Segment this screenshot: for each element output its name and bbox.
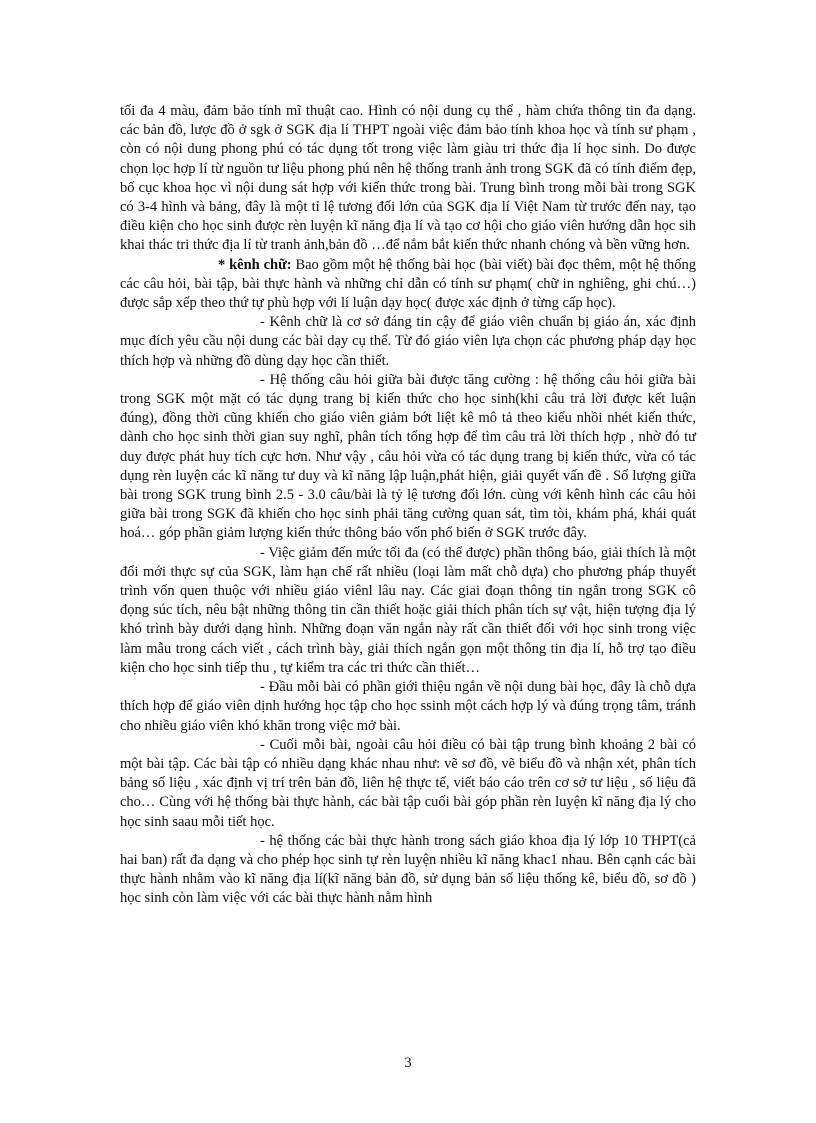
paragraph-mid-lesson-questions: - Hệ thống câu hỏi giữa bài được tăng cường : hệ thống câu hỏi giữa bài trong SGK một mặt có tác dụng trang bị kiến thức cho học sinh(khi câu trả lời được kết luận đúng), đồng thời cũng khiến cho giáo viên giảm bớt liệt kê mô tả theo kiểu nhồi nhét kiến thức, dành cho học sinh thời gian suy nghĩ, phân tích tổng hợp để tìm câu trả lời thích hợp , nhờ đó tư duy được phát huy tích cực hơn. Như vậy , câu hỏi vừa có tác dụng trang bị kiến thức, vừa có tác dụng rèn luyện các kĩ năng tư duy và kĩ năng lập luận,phát hiện, giải quyết vấn đề . Số lượng giữa bài trong SGK trung bình 2.5 - 3.0 câu/bài là tỷ lệ tương đối lớn. cùng với kênh hình các câu hỏi giữa bài trong SGK đã khiến cho học sinh phải tăng cường quan sát, tìm tòi, khám phá, khái quát hoá… góp phần giảm lượng kiến thức thông báo vốn phổ biến ở SGK trước đây.: [120, 371, 696, 542]
paragraph-lesson-introduction: - Đầu mỗi bài có phần giới thiệu ngắn về nội dung bài học, đây là chỗ dựa thích hợp để giáo viên dịnh hướng học tập cho học ssinh một cách hợp lý và đúng trọng tâm, tránh cho nhiều giáo viên khó khăn trong việc mở bài.: [120, 679, 696, 734]
section-heading-text-channel: * kênh chữ:: [218, 256, 292, 273]
page-body: [120, 102, 696, 909]
page-number: 3: [404, 1055, 412, 1071]
paragraph-images: tối đa 4 màu, đảm bảo tính mĩ thuật cao. Hình có nội dung cụ thể , hàm chứa thông tin đa dạng. các bản đồ, lược đồ ở sgk ở SGK địa lí THPT ngoài việc đảm bảo tính khoa học và tính sư phạm , còn có nội dung phong phú có tác dụng tốt trong việc làm giàu tri thức địa lí học sinh. Do được chọn lọc hợp lí từ nguồn tư liệu phong phú nên hệ thống tranh ảnh trong SGK đã có tính điểm đẹp, bố cục khoa học vì nội dung sát hợp với kiến thức trong bài. Trung bình trong mỗi bài trong SGK có 3-4 hình và bảng, đây là một tỉ lệ tương đối lớn của SGK địa lí Việt Nam từ trước đến nay, tạo điều kiện cho học sinh được rèn luyện kĩ năng địa lí và tạo cơ hội cho giáo viên hướng dẫn học sih khai thác tri thức địa lí từ tranh ảnh,bản đồ …để nắm bắt kiến thức nhanh chóng và bền vững hơn.: [120, 103, 696, 254]
paragraph-text-channel-basis: - Kênh chữ là cơ sở đáng tin cậy để giáo viên chuẩn bị giáo án, xác định mục đích yêu cầu nội dung các bài dạy cụ thể. Từ đó giáo viên lựa chọn các phương pháp dạy học thích hợp và những đồ dùng dạy học cần thiết.: [120, 314, 696, 369]
paragraph-practice-lessons: - hệ thống các bài thực hành trong sách giáo khoa địa lý lớp 10 THPT(cả hai ban) rất đa dạng và cho phép học sinh tự rèn luyện nhiều kĩ năng khac1 nhau. Bên cạnh các bài thực hành nhằm vào kĩ năng địa lí(kĩ năng bản đồ, sử dụng bản số liệu thống kê, biểu đồ, sơ đồ ) học sinh còn làm việc với các bài thực hành nằm hình: [120, 832, 696, 907]
paragraph-text: Bao gồm một hệ thống bài học (bài viết) bài đọc thêm, một hệ thống các câu hỏi, bài tập, bài thực hành và những chỉ dẫn có tính sư phạm( chữ in nghiêng, ghi chú…) được sắp xếp theo thứ tự phù hợp với lí luận dạy học( được xác định ở từng cấp học).: [120, 256, 696, 312]
paragraph-reduced-explanation: - Việc giảm đến mức tối đa (có thể được) phần thông báo, giải thích là một đổi mới thực sự của SGK, làm hạn chế rất nhiều (loại làm mất chỗ dựa) cho phương pháp thuyết trình vốn quen thuộc với nhiều giáo viênl lâu nay. Các giai đoạn thông tin ngắn trong SGK cô đọng súc tích, nêu bật những thông tin cần thiết hoặc giải thích phân tích sự vật, hiện tượng địa lý khó trình bày dưới dạng hình. Những đoạn văn ngắn này rất cần thiết đối với học sinh trong việc làm mẫu trong cách viết , cách trình bày, giải thích ngắn gọn một thông tin địa lí, hỗ trợ tạo điều kiện cho học sinh tiếp thu , tự kiểm tra các tri thức cần thiết…: [120, 544, 696, 676]
paragraph-end-of-lesson-exercises: - Cuối mỗi bài, ngoài câu hỏi điều có bài tập trung bình khoảng 2 bài có một bài tập. Các bài tập có nhiều dạng khác nhau như: vẽ sơ đồ, vẽ biểu đồ và nhận xét, phân tích bảng số liệu , xác định vị trí trên bản đồ, liên hệ thực tế, viết báo cáo trên cơ sở tư liệu , số liệu đã cho… Cùng với hệ thống bài thực hành, các bài tập cuối bài góp phần rèn luyện kĩ năng địa lý cho học sinh saau mỗi tiết học.: [120, 736, 696, 830]
paragraph-text-channel: [120, 256, 696, 314]
